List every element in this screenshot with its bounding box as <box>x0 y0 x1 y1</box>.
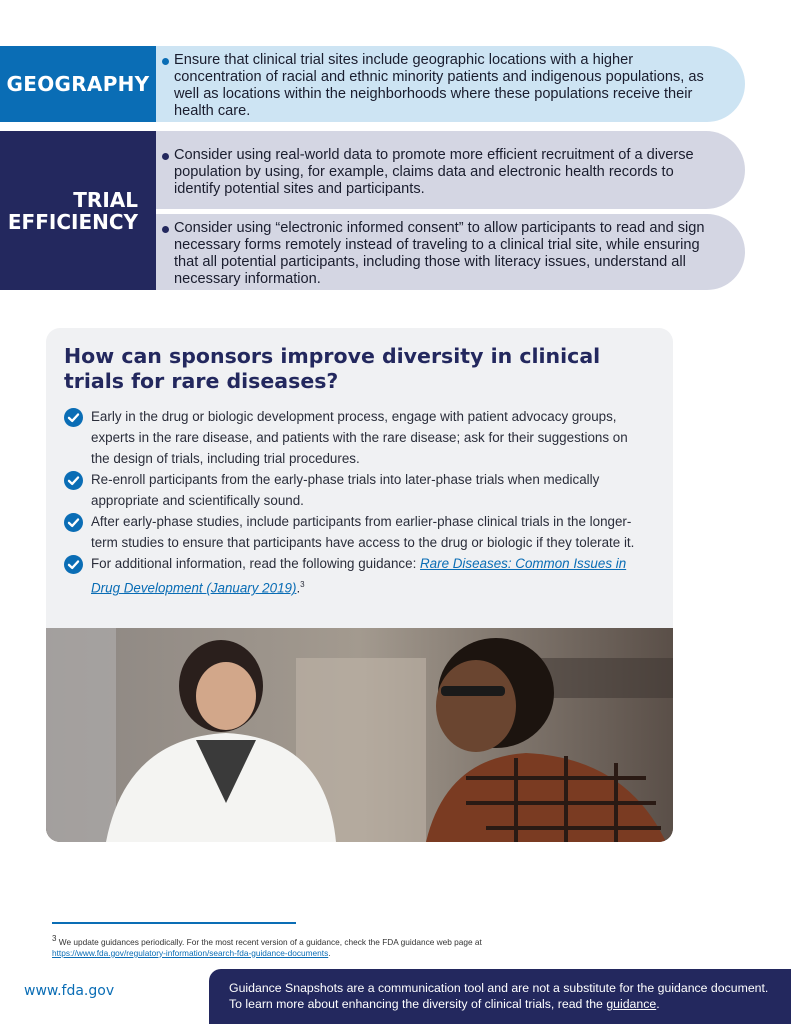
footer-guidance-link[interactable]: guidance <box>606 997 657 1011</box>
footnote-rule <box>52 922 296 924</box>
bullet-dot-icon <box>162 153 169 160</box>
bullet-dot-icon <box>162 226 169 233</box>
rare-diseases-guidance-link[interactable]: Rare Diseases: Common Issues in Drug Development (January 2019) <box>91 556 627 596</box>
checkmark-circle-icon <box>64 471 83 490</box>
footnote-url-link[interactable]: https://www.fda.gov/regulatory-information/search-fda-guidance-documents <box>52 947 329 958</box>
list-item <box>64 511 644 553</box>
trial-efficiency-label-line2: EFFICIENCY <box>7 209 138 234</box>
list-item-text: Early in the drug or biologic development process, engage with patient advocacy groups, experts in the rare disease, and patients with the rare disease; ask for their suggestions on the design of trials, including trial procedures. <box>91 409 628 466</box>
footer-disclaimer <box>209 969 791 1024</box>
geography-bullet <box>156 46 745 122</box>
footnote-text: We update guidances periodically. For the most recent version of a guidance, check the FDA guidance web page at <box>56 936 482 947</box>
geography-bullet-text: Ensure that clinical trial sites include geographic locations with a higher concentration of racial and ethnic minority patients and indigenous populations, as well as locations within the neighborhoods where these populations receive their health care. <box>174 52 704 119</box>
geography-label: GEOGRAPHY <box>0 46 156 122</box>
checkmark-circle-icon <box>64 513 83 532</box>
checkmark-circle-icon <box>64 555 83 574</box>
footnote <box>52 933 692 959</box>
trial-efficiency-bullet-text: Consider using real-world data to promote more efficient recruitment of a diverse population by using, for example, claims data and electronic health records to identify potential sites and participants. <box>174 147 694 197</box>
rare-diseases-list <box>64 406 644 598</box>
footnote-ref: 3 <box>300 580 305 589</box>
trial-efficiency-bullet <box>156 131 745 209</box>
list-item <box>64 553 644 598</box>
footer-suffix: . <box>656 997 660 1011</box>
bullet-dot-icon <box>162 58 169 65</box>
footnote-number: 3 <box>52 934 57 943</box>
guidance-prefix: For additional information, read the following guidance: <box>91 556 421 571</box>
footnote-suffix: . <box>328 947 331 958</box>
footer-disclaimer-text: Guidance Snapshots are a communication tool and are not a substitute for the guidance document. To learn more about enhancing the diversity of clinical trials, read the <box>229 981 769 1011</box>
list-item-text: Re-enroll participants from the early-phase trials into later-phase trials when medically appropriate and scientifically sound. <box>91 472 600 508</box>
list-item <box>64 469 644 511</box>
trial-efficiency-label-line1: TRIAL <box>73 187 138 212</box>
guidance-suffix: . <box>296 580 301 596</box>
trial-efficiency-bullet-text: Consider using “electronic informed consent” to allow participants to read and sign necessary forms remotely instead of traveling to a clinical trial site, while ensuring that all potential participants, including those with literacy issues, understand all necessary information. <box>174 220 705 287</box>
doctor-patient-photo <box>46 628 673 842</box>
list-item <box>64 406 644 469</box>
trial-efficiency-bullet <box>156 214 745 290</box>
rare-diseases-title: How can sponsors improve diversity in clinical trials for rare diseases? <box>64 344 601 393</box>
trial-efficiency-label <box>0 131 156 290</box>
checkmark-circle-icon <box>64 408 83 427</box>
fda-site-link[interactable]: www.fda.gov <box>24 983 115 999</box>
list-item-text: After early-phase studies, include participants from earlier-phase clinical trials in the longer-term studies to ensure that participants have access to the drug or biologic if they tolerate it. <box>91 514 635 550</box>
